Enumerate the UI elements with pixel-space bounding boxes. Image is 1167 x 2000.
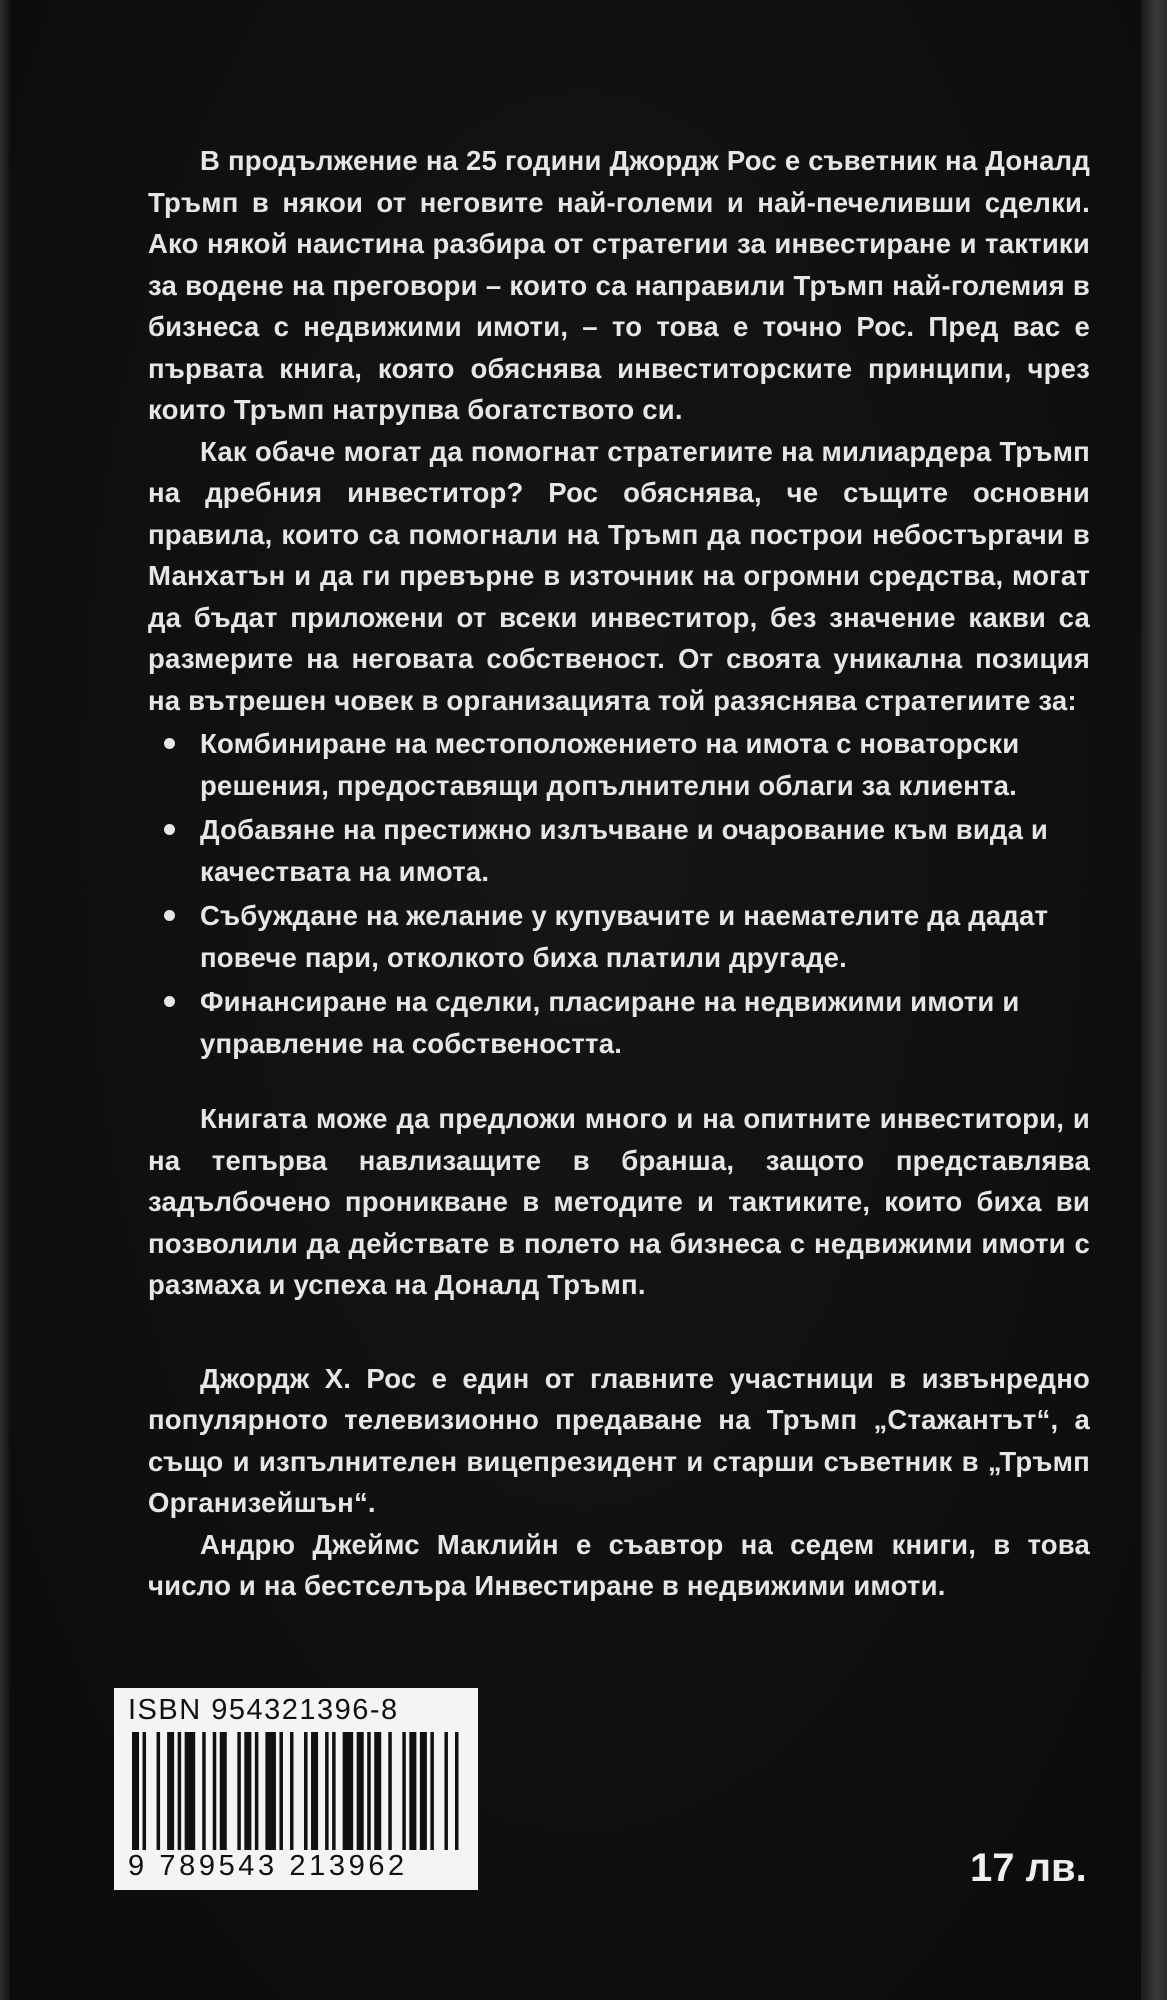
- barcode-bar: [455, 1732, 459, 1850]
- barcode-bar: [430, 1732, 434, 1850]
- isbn-number: ISBN 954321396-8: [128, 1694, 399, 1726]
- barcode-bar: [325, 1732, 329, 1850]
- list-item-text: Събуждане на желание у купувачите и наемателите да дадат повече пари, отколкото биха платили другаде.: [200, 900, 1049, 973]
- barcode-bar: [255, 1732, 259, 1850]
- barcode-bar: [444, 1732, 448, 1850]
- author-bio-mclean: Андрю Джеймс Маклийн е съавтор на седем книги, в това число и на бестселъра Инвестиране в недвижими имоти.: [148, 1528, 1090, 1601]
- cover-left-edge: [0, 0, 10, 2000]
- list-item-text: Комбиниране на местоположението на имота с новаторски решения, предоставящи допълнителни облаги за клиента.: [200, 728, 1020, 801]
- isbn-barcode: [114, 1688, 478, 1890]
- list-item-text: Добавяне на престижно излъчване и очарование към вида и качествата на имота.: [200, 814, 1049, 887]
- price-label: 17 лв.: [970, 1846, 1087, 1890]
- blurb-paragraph-1: В продължение на 25 години Джордж Рос е съветник на Доналд Тръмп в някои от неговите най-големи и най-печеливши сделки. Ако някой наистина разбира от стратегии за инвестиране и тактики за водене на преговори – които са направили Тръмп най-големия в бизнеса с недвижими имоти, – то това е точно Рос. Пред вас е първата книга, която обяснява инвеститорските принципи, чрез които Тръмп натрупва богатството си.: [148, 145, 1090, 425]
- barcode-bar: [213, 1732, 217, 1850]
- barcode-bar: [290, 1732, 294, 1850]
- barcode-bar: [357, 1732, 364, 1850]
- list-item: [148, 723, 1090, 806]
- barcode-bar: [311, 1732, 318, 1850]
- barcode-bar: [367, 1732, 371, 1850]
- barcode-bar: [402, 1732, 406, 1850]
- list-item: [148, 895, 1090, 978]
- barcode-bar: [167, 1732, 174, 1850]
- blurb-text: [148, 140, 1090, 1607]
- barcode-bar: [178, 1732, 182, 1850]
- ean-digits: 9 789543 213962: [128, 1850, 408, 1882]
- barcode-bar: [143, 1732, 147, 1850]
- barcode-bar: [157, 1732, 161, 1850]
- barcode-bar: [237, 1732, 241, 1850]
- author-bio-ross: Джордж Х. Рос е един от главните участници в извънредно популярното телевизионно предаване на Тръмп „Стажантът“, а също и изпълнителен вицепрезидент и старши съветник в „Тръмп Организейшън“.: [148, 1362, 1090, 1518]
- cover-right-edge: [1141, 0, 1167, 2000]
- bullet-icon: [164, 996, 175, 1007]
- blurb-paragraph-3: Книгата може да предложи много и на опитните инвеститори, и на тепърва навлизащите в бранша, защото представлява задълбочено проникване в методите и тактиките, които биха ви позволили да действате в полето на бизнеса с недвижими имоти с размаха и успеха на Доналд Тръмп.: [148, 1103, 1090, 1300]
- list-item: [148, 981, 1090, 1064]
- barcode-bar: [220, 1732, 227, 1850]
- barcode-bar: [332, 1732, 336, 1850]
- strategy-list: [148, 723, 1090, 1064]
- barcode-bar: [185, 1732, 196, 1850]
- barcode-bar: [202, 1732, 206, 1850]
- barcode-bar: [409, 1732, 416, 1850]
- list-item: [148, 809, 1090, 892]
- barcode-bar: [279, 1732, 283, 1850]
- list-item-text: Финансиране на сделки, пласиране на недвижими имоти и управление на собствеността.: [200, 986, 1020, 1059]
- blurb-paragraph-2: Как обаче могат да помогнат стратегиите на милиардера Тръмп на дребния инвеститор? Рос обяснява, че същите основни правила, които са помогнали на Тръмп да построи небостъргачи в Манхатън и да ги превърне в източник на огромни средства, могат да бъдат приложени от всеки инвеститор, без значение какви са размерите на неговата собственост. От своята уникална позиция на вътрешен човек в организацията той разяснява стратегиите за:: [148, 435, 1090, 716]
- barcode-bar: [244, 1732, 251, 1850]
- barcode-bar: [304, 1732, 308, 1850]
- barcode-bar: [265, 1732, 276, 1850]
- barcode-bar: [343, 1732, 354, 1850]
- barcode-bar: [388, 1732, 392, 1850]
- barcode-bars: [132, 1732, 462, 1850]
- barcode-bar: [374, 1732, 381, 1850]
- bullet-icon: [164, 824, 175, 835]
- barcode-bar: [132, 1732, 139, 1850]
- bullet-icon: [164, 738, 175, 749]
- barcode-bar: [420, 1732, 427, 1850]
- bullet-icon: [164, 910, 175, 921]
